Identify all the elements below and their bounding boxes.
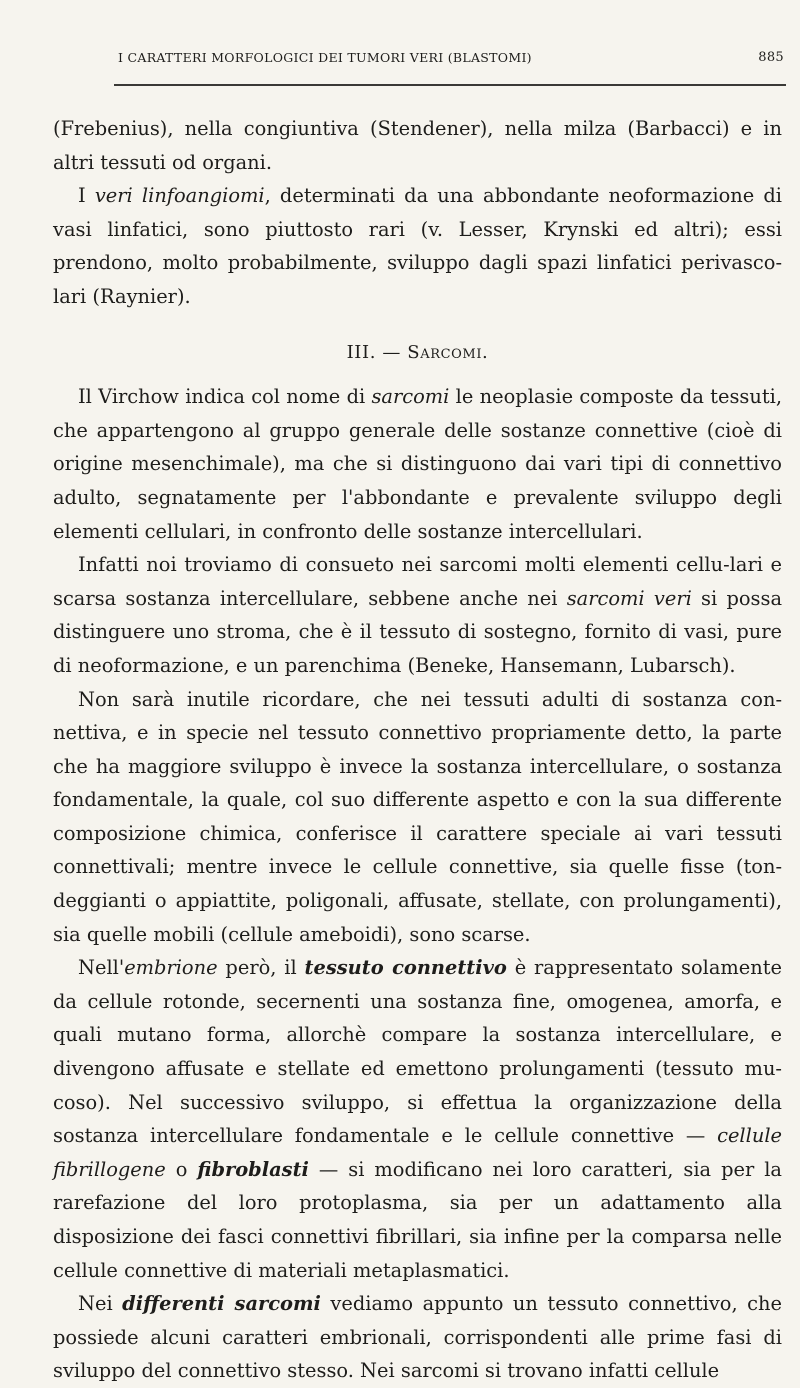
italic-term: veri linfoangiomi (94, 184, 265, 208)
paragraph-text: Non sarà inutile ricordare, che nei tessuti adulti di sostanza con-nettiva, e in specie nel tessuto connettivo propriamente detto, la parte che ha maggiore sviluppo è invece la sostanza intercellulare, o sostanza fondamentale, la quale, col suo differente aspetto e con la sua differente composizione chimica, conferisce il carattere speciale ai vari tessuti connettivali; mentre invece le cellule connettive, sia quelle fisse (ton-deggianti o appiattite, poligonali, affusate, stellate, con prolungamenti), sia quelle mobili (cellule ameboidi), sono scarse. (53, 687, 782, 946)
running-title: I CARATTERI MORFOLOGICI DEI TUMORI VERI (BLASTOMI) (118, 50, 532, 65)
italic-term: embrione (124, 956, 218, 980)
text-run: I (78, 184, 95, 208)
italic-term: sarcomi (371, 385, 450, 409)
text-run: si possa distinguere uno stroma, che è il tessuto di sostegno, fornito di vasi, pure di neoformazione, e un parenchima (Beneke, Hansemann, Lubarsch). (53, 586, 783, 677)
paragraph-text: (Frebenius), nella congiuntiva (Stendener), nella milza (Barbacci) e in altri tessuti od organi. (53, 117, 782, 174)
paragraph-virchow (53, 380, 782, 548)
paragraph-differenti-sarcomi (53, 1287, 782, 1388)
text-run: Infatti noi troviamo di consueto nei sarcomi molti elementi cellu-lari e scarsa sostanza intercellulare, sebbene anche nei (53, 553, 782, 610)
text-run: , determinati da una abbondante neoformazione di vasi linfatici, sono piuttosto rari (v. Lesser, Krynski ed altri); essi prendono, molto probabilmente, sviluppo dagli spazi linfatici perivasco-lari (Raynier). (53, 184, 783, 308)
text-run: Il Virchow indica col nome di (78, 385, 372, 409)
text-run: Nei (78, 1292, 123, 1316)
text-run: è rappresentato solamente da cellule rotonde, secernenti una sostanza fine, omogenea, amorfa, e quali mutano forma, allorchè compare la sostanza intercellulare, e divengono affusate e stellate ed emettono prolungamenti (tessuto mu-coso). Nel successivo sviluppo, si effettua la organizzazione della sostanza intercellulare fondamentale e le cellule connettive — (53, 956, 783, 1148)
section-heading (53, 336, 782, 370)
bold-italic-term: tessuto connettivo (304, 956, 507, 980)
text-run: le neoplasie composte da tessuti, che appartengono al gruppo generale delle sostanze connettive (cioè di origine mesenchimale), ma che si distinguono dai vari tipi di connettivo adulto, segnatamente per l'abbondante e prevalente sviluppo degli elementi cellulari, in confronto delle sostanze intercellulari. (53, 385, 782, 543)
bold-italic-term: fibroblasti (197, 1157, 309, 1181)
paragraph-infatti (53, 548, 782, 682)
paragraph-embrione (53, 951, 782, 1287)
text-run: però, il (217, 956, 305, 980)
text-run: Nell' (78, 956, 125, 980)
italic-term: sarcomi veri (566, 586, 692, 610)
paragraph-tessuti-adulti (53, 683, 782, 952)
body-text (53, 112, 782, 1388)
paragraph-continuation (53, 112, 782, 179)
text-run: — si modificano nei loro caratteri, sia per la rarefazione del loro protoplasma, sia per un adattamento alla disposizione dei fasci connettivi fibrillari, sia infine per la comparsa nelle cellule connettive di materiali metaplasmatici. (53, 1157, 782, 1282)
section-title: Sarcomi. (407, 341, 489, 363)
header-rule (114, 84, 786, 86)
bold-italic-term: differenti sarcomi (122, 1292, 321, 1316)
paragraph-linfoangiomi (53, 179, 782, 313)
page-number: 885 (758, 50, 784, 65)
text-run: o (165, 1157, 198, 1181)
italic-term: cellule fibrillogene (53, 1124, 782, 1181)
section-number: III. — (346, 341, 408, 363)
text-run: vediamo appunto un tessuto connettivo, che possiede alcuni caratteri embrionali, corrispondenti alle prime fasi di sviluppo del connettivo stesso. Nei sarcomi si trovano infatti cellule (53, 1292, 782, 1383)
